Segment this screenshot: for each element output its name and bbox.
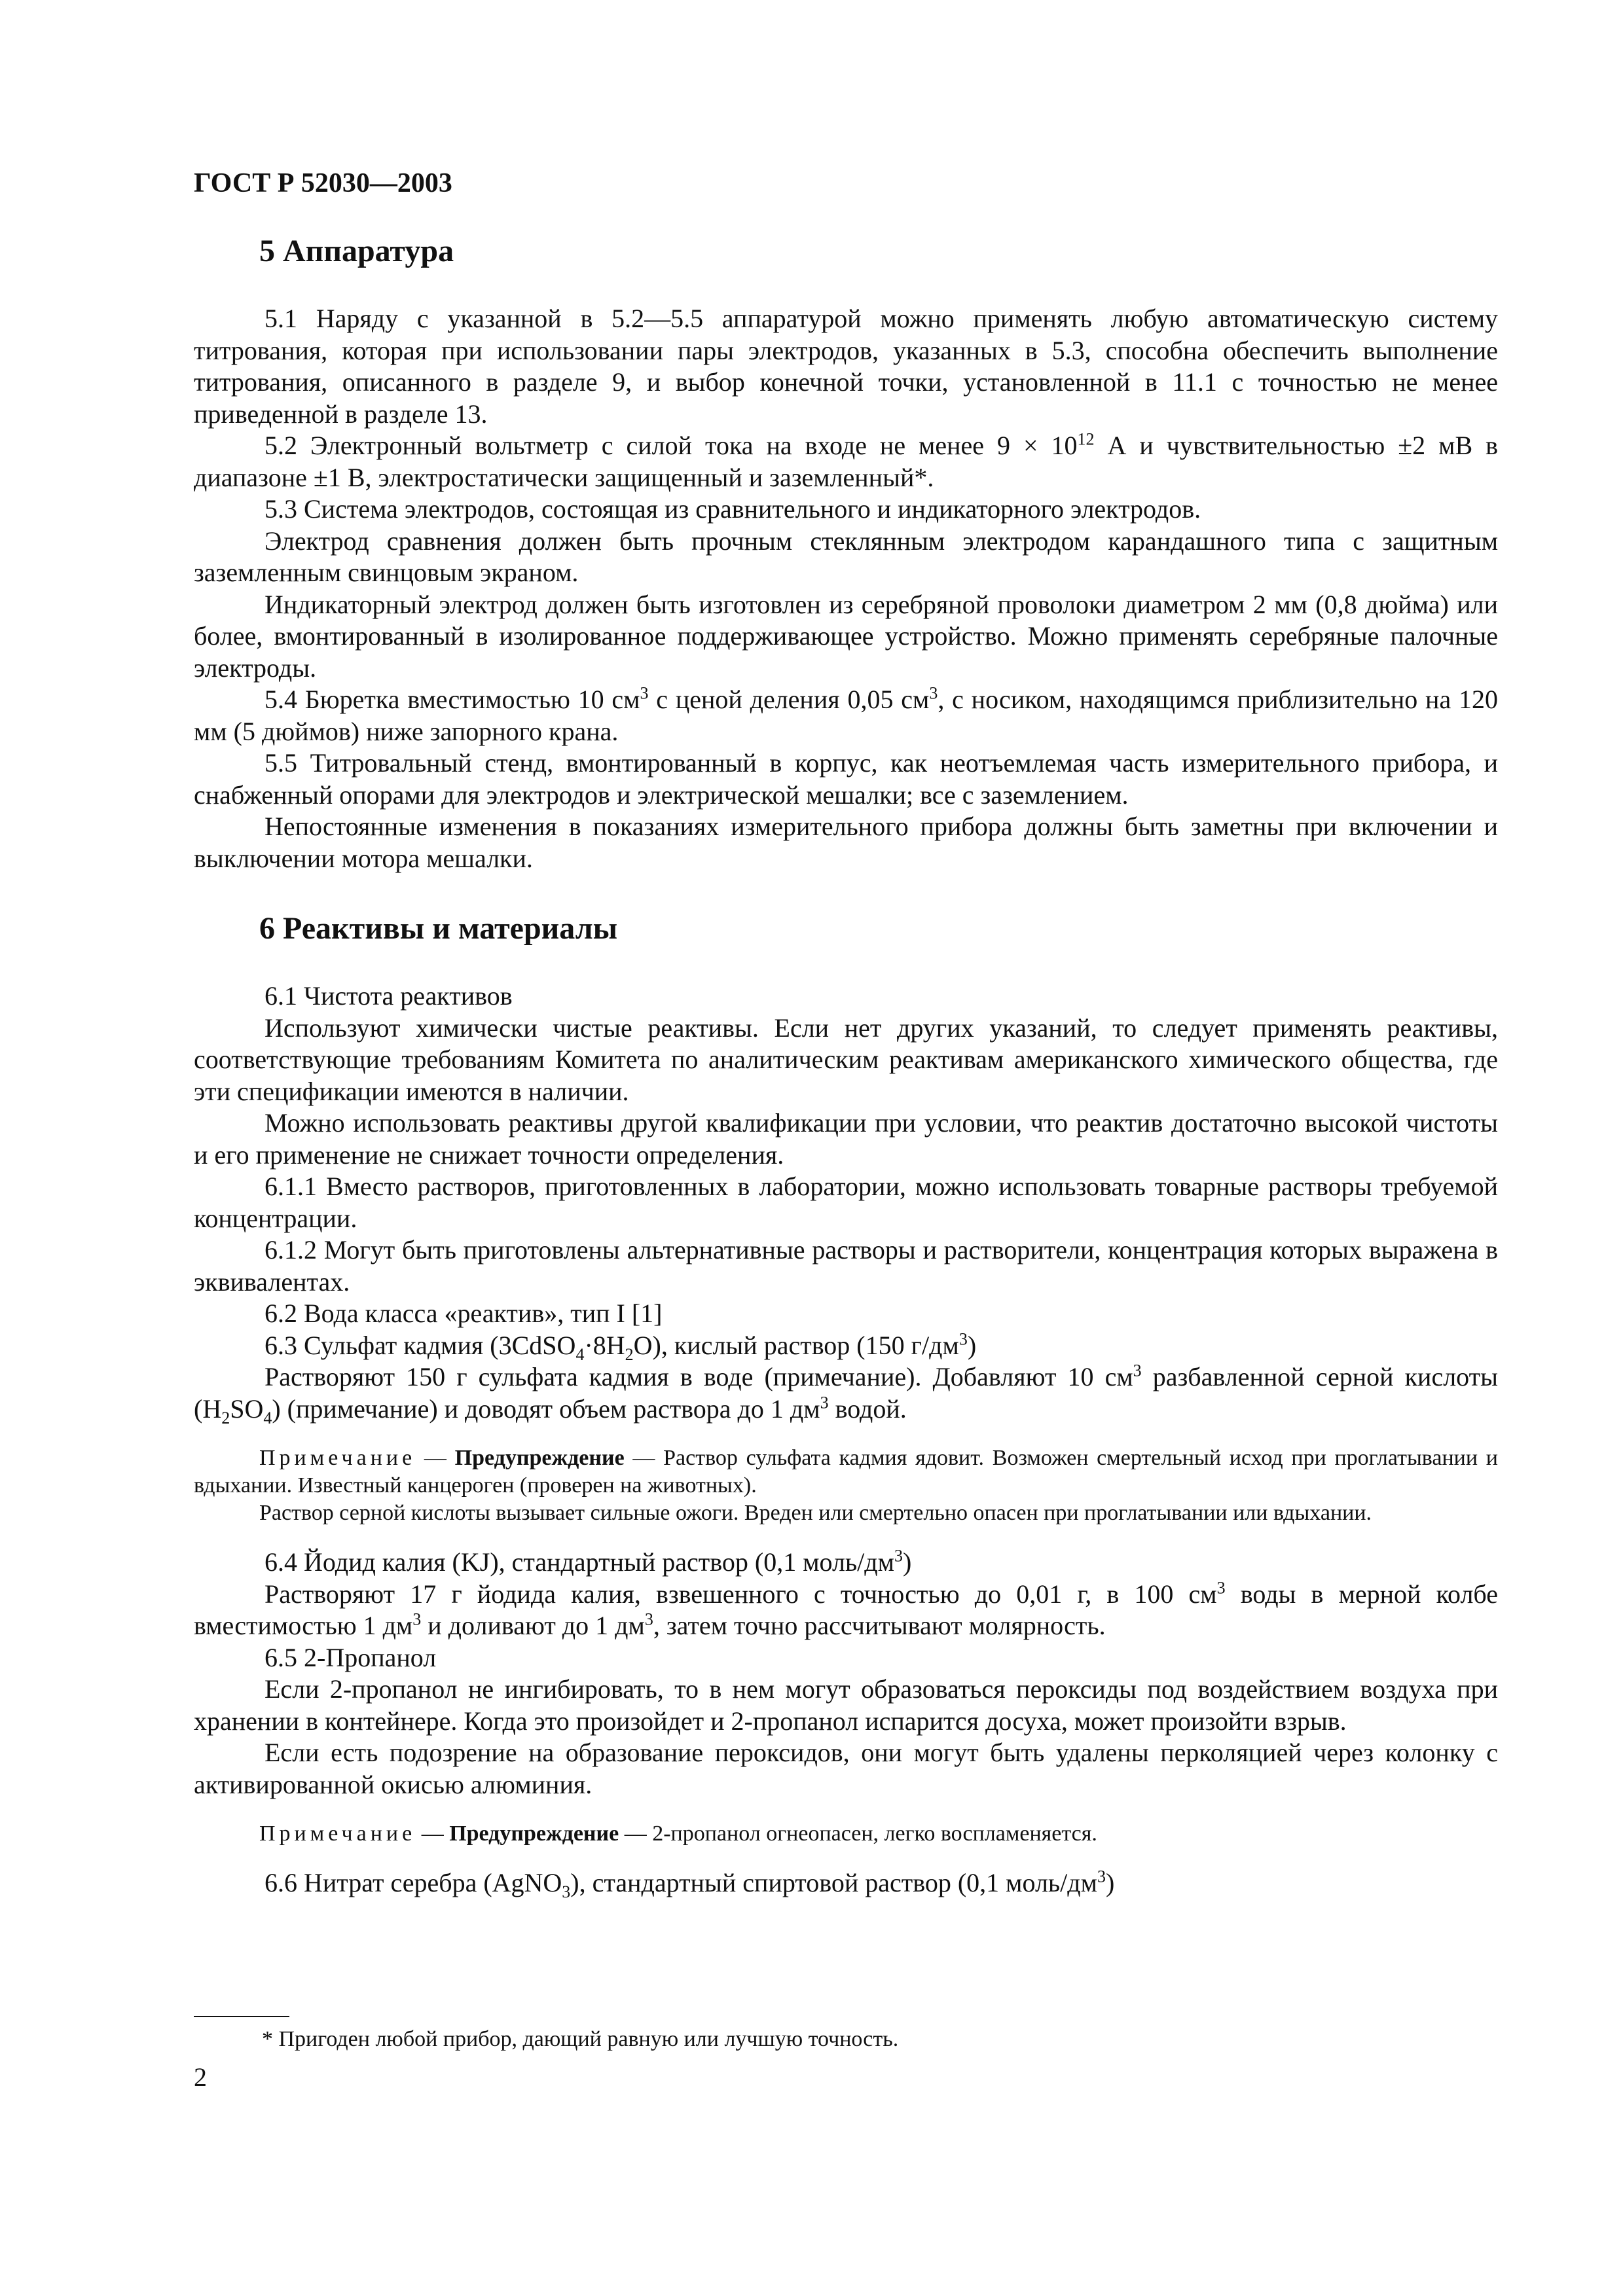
paragraph-6-4-text bbox=[194, 1579, 1498, 1642]
note-warning-label: Предупреждение bbox=[454, 1446, 625, 1470]
text: 6.6 Нитрат серебра (AgNO bbox=[264, 1868, 562, 1897]
text: — bbox=[416, 1821, 450, 1846]
paragraph-5-5: 5.5 Титровальный стенд, вмонтированный в корпус, как неотъемлемая часть измерительного прибора, и снабженный опорами для электродов и электрической мешалки; все с заземлением. bbox=[194, 748, 1498, 810]
text: 5.4 Бюретка вместимостью 10 см bbox=[264, 685, 640, 714]
text: O), кислый раствор (150 г/дм bbox=[633, 1330, 959, 1360]
note-warning-label: Предупреждение bbox=[449, 1821, 619, 1846]
text: водой. bbox=[828, 1393, 907, 1424]
paragraph-6-2: 6.2 Вода класса «реактив», тип I [1] bbox=[264, 1299, 663, 1328]
text: ) bbox=[1105, 1868, 1115, 1897]
text: — bbox=[416, 1446, 455, 1470]
note-propanol-warning bbox=[194, 1820, 1498, 1848]
text: ), стандартный спиртовой раствор (0,1 моль/дм bbox=[570, 1868, 1097, 1897]
text: 6.3 Сульфат кадмия (3CdSO bbox=[264, 1330, 576, 1360]
superscript: 3 bbox=[640, 683, 649, 703]
paragraph-5-1: 5.1 Наряду с указанной в 5.2—5.5 аппаратурой можно применять любую автоматическую систему титрования, которая при использовании пары электродов, указанных в 5.3, способна обеспечить выполнение титрования, описанного в разделе 9, и выбор конечной точки, установленной в 11.1 с точностью не менее приведенной в разделе 13. bbox=[194, 304, 1498, 429]
superscript: 3 bbox=[894, 1546, 903, 1566]
text: Растворяют 17 г йодида калия, взвешенного с точностью до 0,01 г, в 100 см bbox=[264, 1579, 1217, 1609]
superscript: 3 bbox=[1216, 1578, 1226, 1598]
paragraph-6-5-b: Если есть подозрение на образование пероксидов, они могут быть удалены перколяцией через колонку с активированной окисью алюминия. bbox=[194, 1738, 1498, 1799]
paragraph-6-1-2: 6.1.2 Могут быть приготовлены альтернативные растворы и растворители, концентрация которых выражена в эквивалентах. bbox=[194, 1235, 1498, 1297]
text: ) bbox=[967, 1330, 977, 1360]
paragraph-6-5: 6.5 2-Пропанол bbox=[264, 1642, 437, 1672]
superscript: 3 bbox=[1133, 1361, 1142, 1380]
text: , затем точно рассчитывают молярность. bbox=[653, 1611, 1106, 1640]
text: с ценой деления 0,05 см bbox=[648, 685, 930, 714]
section-5-title: 5 Аппаратура bbox=[259, 234, 454, 268]
paragraph-5-2 bbox=[194, 430, 1498, 493]
text: 6.4 Йодид калия (KJ), стандартный раствор (0,1 моль/дм bbox=[264, 1547, 894, 1577]
paragraph-6-4 bbox=[194, 1547, 1498, 1579]
section-6-title: 6 Реактивы и материалы bbox=[259, 911, 618, 946]
footnote: * Пригоден любой прибор, дающий равную или лучшую точность. bbox=[262, 2027, 899, 2051]
subscript: 4 bbox=[263, 1408, 272, 1427]
text: разбавленной серной кислоты (H bbox=[194, 1362, 1498, 1424]
paragraph-5-4 bbox=[194, 684, 1498, 747]
text: Растворяют 150 г сульфата кадмия в воде (примечание). Добавляют 10 см bbox=[264, 1362, 1133, 1391]
text: ) (примечание) и доводят объем раствора до 1 дм bbox=[272, 1393, 820, 1424]
note-label: Примечание bbox=[259, 1446, 416, 1470]
superscript: 3 bbox=[644, 1609, 653, 1629]
superscript: 3 bbox=[412, 1609, 422, 1629]
subscript: 4 bbox=[575, 1344, 585, 1364]
document-header: ГОСТ Р 52030—2003 bbox=[194, 168, 452, 198]
paragraph-6-3-text bbox=[194, 1361, 1498, 1425]
superscript: 3 bbox=[958, 1329, 968, 1349]
subscript: 3 bbox=[562, 1882, 571, 1901]
note-cadmium-warning bbox=[194, 1444, 1498, 1527]
paragraph-6-1-b: Можно использовать реактивы другой квалификации при условии, что реактив достаточно высокой чистоты и его применение не снижает точности определения. bbox=[194, 1108, 1498, 1170]
superscript: 3 bbox=[929, 683, 938, 703]
text: А и чувствительностью ±2 мВ в диапазоне ±1 В, электростатически защищенный и заземленный*. bbox=[194, 431, 1498, 492]
text: — Раствор сульфата кадмия ядовит. Возможен смертельный исход при проглатывании и вдыхании. Известный канцероген (проверен на животных). bbox=[194, 1446, 1498, 1498]
paragraph-6-1-1: 6.1.1 Вместо растворов, приготовленных в лаборатории, можно использовать товарные растворы требуемой концентрации. bbox=[194, 1172, 1498, 1233]
superscript: 12 bbox=[1077, 429, 1095, 449]
document-page bbox=[194, 167, 1499, 2092]
note-label: Примечание bbox=[259, 1821, 416, 1846]
subscript: 2 bbox=[625, 1344, 634, 1364]
paragraph-6-6 bbox=[194, 1867, 1498, 1899]
note-paragraph: Раствор серной кислоты вызывает сильные ожоги. Вреден или смертельно опасен при проглатывании или вдыхании. bbox=[259, 1501, 1372, 1525]
paragraph-6-5-a: Если 2-пропанол не ингибировать, то в нем могут образоваться пероксиды под воздействием воздуха при хранении в контейнере. Когда это произойдет и 2-пропанол испарится досуха, может произойти взрыв. bbox=[194, 1674, 1498, 1736]
note-paragraph bbox=[194, 1444, 1498, 1499]
text: — 2-пропанол огнеопасен, легко воспламеняется. bbox=[619, 1821, 1097, 1846]
paragraph-5-5-note: Непостоянные изменения в показаниях измерительного прибора должны быть заметны при включении и выключении мотора мешалки. bbox=[194, 812, 1498, 873]
footnote-divider bbox=[194, 2016, 289, 2017]
note-paragraph bbox=[194, 1820, 1498, 1848]
paragraph-5-3: 5.3 Система электродов, состоящая из сравнительного и индикаторного электродов. bbox=[264, 494, 1201, 524]
subscript: 2 bbox=[221, 1408, 230, 1427]
superscript: 3 bbox=[820, 1393, 829, 1412]
text: и доливают до 1 дм bbox=[421, 1611, 645, 1640]
text: 5.2 Электронный вольтметр с силой тока на входе не менее 9 × 10 bbox=[264, 431, 1078, 460]
page-number: 2 bbox=[194, 2062, 207, 2092]
text: воды в мерной колбе вместимостью 1 дм bbox=[194, 1579, 1498, 1640]
superscript: 3 bbox=[1097, 1867, 1106, 1886]
text: SO bbox=[230, 1393, 264, 1424]
paragraph-6-1: 6.1 Чистота реактивов bbox=[264, 981, 513, 1011]
text: ·8H bbox=[584, 1330, 625, 1360]
text: ) bbox=[902, 1547, 912, 1577]
paragraph-6-1-a: Используют химически чистые реактивы. Если нет других указаний, то следует применять реактивы, соответствующие требованиям Комитета по аналитическим реактивам американского химического общества, где эти спецификации имеются в наличии. bbox=[194, 1013, 1498, 1106]
paragraph-6-3 bbox=[194, 1330, 1498, 1362]
paragraph-5-3-indicator-electrode: Индикаторный электрод должен быть изготовлен из серебряной проволоки диаметром 2 мм (0,8 дюйма) или более, вмонтированный в изолированное поддерживающее устройство. Можно применять серебряные палочные электроды. bbox=[194, 589, 1498, 683]
paragraph-5-3-reference-electrode: Электрод сравнения должен быть прочным стеклянным электродом карандашного типа с защитным заземленным свинцовым экраном. bbox=[194, 526, 1498, 587]
text: , с носиком, находящимся приблизительно на 120 мм (5 дюймов) ниже запорного крана. bbox=[194, 685, 1499, 746]
